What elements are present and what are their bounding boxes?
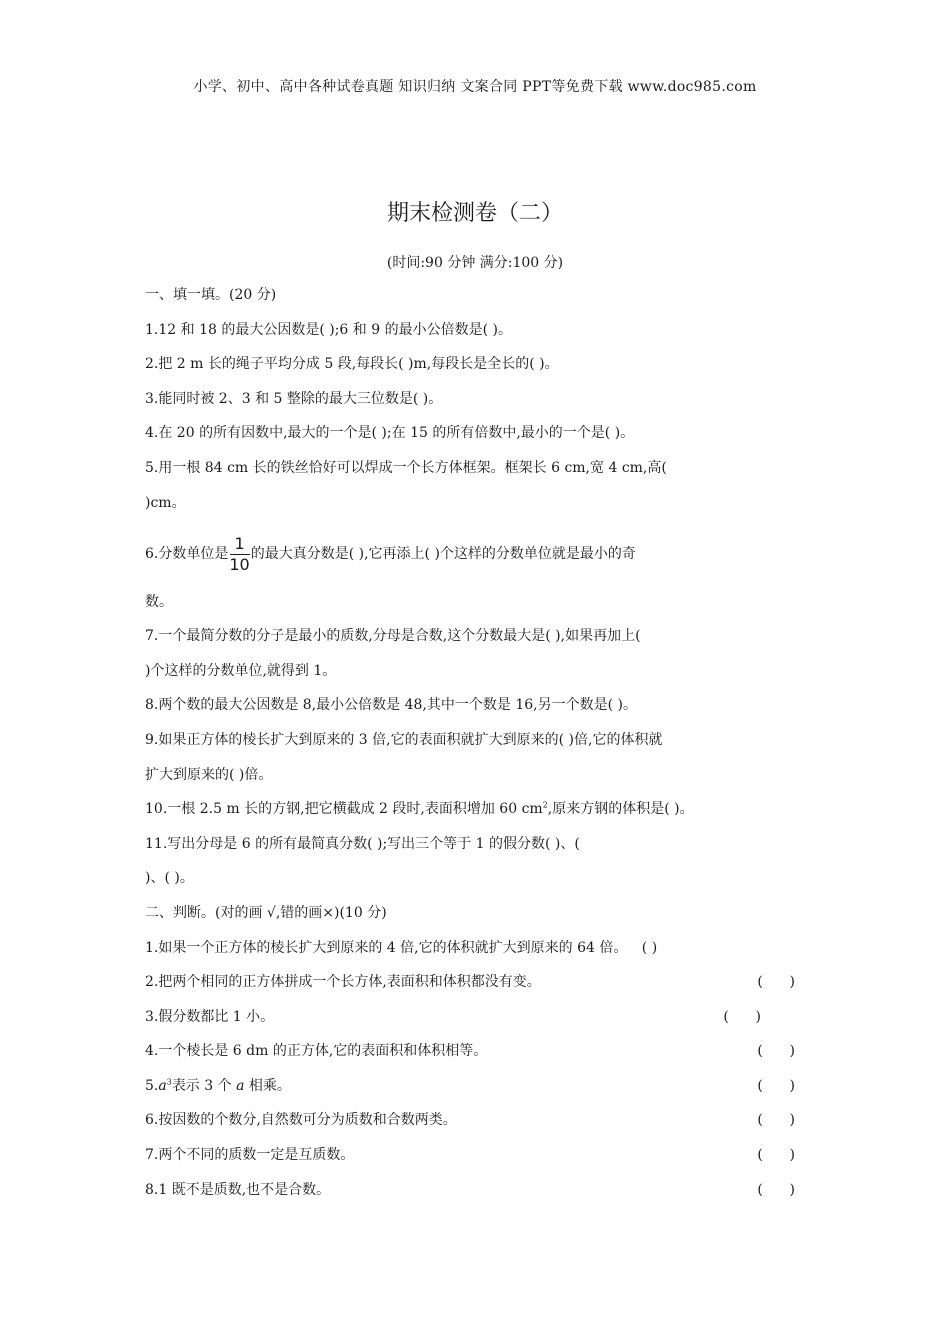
judge-8: [145, 1181, 795, 1216]
judge-5-answer: ( ): [757, 1077, 795, 1094]
question-4: 4.在 20 的所有因数中,最大的一个是( );在 15 的所有倍数中,最小的一个是( )。: [145, 425, 635, 442]
question-11-line2: )、( )。: [145, 870, 194, 887]
judge-3-text: 3.假分数都比 1 小。: [145, 1008, 275, 1025]
judge-2-text: 2.把两个相同的正方体拼成一个长方体,表面积和体积都没有变。: [145, 974, 541, 991]
j5-exponent: 3: [166, 1077, 172, 1087]
judge-2-answer: ( ): [757, 974, 795, 991]
j5-variable-2: a: [236, 1077, 245, 1094]
q10-suffix: ,原来方钢的体积是( )。: [547, 801, 694, 818]
j5-variable: a: [158, 1077, 167, 1094]
judge-6-text: 6.按因数的个数分,自然数可分为质数和合数两类。: [145, 1112, 457, 1129]
question-10: [145, 800, 810, 835]
judge-8-answer: ( ): [757, 1181, 795, 1198]
q6-prefix: 6.分数单位是: [145, 546, 229, 563]
section1-heading: 一、填一填。(20 分): [145, 287, 277, 303]
exam-body: [145, 286, 810, 1215]
j5-middle: 表示 3 个: [171, 1077, 237, 1094]
question-1: 1.12 和 18 的最大公因数是( );6 和 9 的最小公倍数是( )。: [145, 321, 512, 338]
fraction-numerator: 1: [234, 534, 245, 554]
question-2: 2.把 2 m 长的绳子平均分成 5 段,每段长( )m,每段长是全长的( )。: [145, 356, 559, 373]
section2-heading: 二、判断。(对的画 √,错的画×)(10 分): [145, 904, 387, 921]
judge-3: [145, 1008, 795, 1043]
q10-superscript: 2: [542, 800, 548, 810]
fraction-denominator: 10: [229, 555, 250, 575]
page-header: 小学、初中、高中各种试卷真题 知识归纳 文案合同 PPT等免费下载 www.doc985.com: [193, 79, 757, 95]
judge-2: [145, 973, 795, 1008]
judge-6-answer: ( ): [757, 1112, 795, 1129]
fraction-one-tenth: [229, 535, 249, 574]
judge-1-text: 1.如果一个正方体的棱长扩大到原来的 4 倍,它的体积就扩大到原来的 64 倍。: [145, 939, 628, 956]
judge-3-answer: ( ): [723, 1008, 761, 1025]
question-5-line1: 5.用一根 84 cm 长的铁丝恰好可以焊成一个长方体框架。框架长 6 cm,宽 4 cm,高(: [145, 459, 667, 476]
question-11-line1: 11.写出分母是 6 的所有最简真分数( );写出三个等于 1 的假分数( )、(: [145, 835, 580, 852]
q6-suffix: 的最大真分数是( ),它再添上( )个这样的分数单位就是最小的奇: [250, 546, 636, 563]
judge-4-text: 4.一个棱长是 6 dm 的正方体,它的表面积和体积相等。: [145, 1043, 488, 1060]
judge-1: [145, 939, 810, 974]
question-6-line2: 数。: [145, 594, 173, 611]
judge-7-answer: ( ): [757, 1147, 795, 1164]
j5-suffix: 相乘。: [244, 1077, 291, 1094]
page-title: 期末检测卷（二）: [386, 201, 563, 226]
question-7-line1: 7.一个最简分数的分子是最小的质数,分母是合数,这个分数最大是( ),如果再加上(: [145, 628, 641, 645]
judge-5-text: [145, 1077, 291, 1112]
question-7-line2: )个这样的分数单位,就得到 1。: [145, 662, 337, 679]
judge-7: [145, 1146, 795, 1181]
judge-5: [145, 1077, 795, 1112]
question-3: 3.能同时被 2、3 和 5 整除的最大三位数是( )。: [145, 390, 443, 407]
question-6-line1: [145, 528, 810, 581]
judge-7-text: 7.两个不同的质数一定是互质数。: [145, 1147, 355, 1164]
question-9-line2: 扩大到原来的( )倍。: [145, 766, 273, 783]
q10-prefix: 10.一根 2.5 m 长的方钢,把它横截成 2 段时,表面积增加 60 cm: [145, 801, 543, 818]
judge-4-answer: ( ): [757, 1043, 795, 1060]
exam-info: (时间:90 分钟 满分:100 分): [386, 255, 564, 271]
question-8: 8.两个数的最大公因数是 8,最小公倍数是 48,其中一个数是 16,另一个数是( )。: [145, 697, 637, 714]
question-5-line2: )cm。: [145, 494, 186, 511]
judge-1-answer: ( ): [641, 939, 658, 956]
j5-prefix: 5.: [145, 1077, 159, 1094]
judge-8-text: 8.1 既不是质数,也不是合数。: [145, 1181, 331, 1198]
judge-6: [145, 1111, 795, 1146]
question-9-line1: 9.如果正方体的棱长扩大到原来的 3 倍,它的表面积就扩大到原来的( )倍,它的体积就: [145, 731, 663, 748]
judge-4: [145, 1042, 795, 1077]
